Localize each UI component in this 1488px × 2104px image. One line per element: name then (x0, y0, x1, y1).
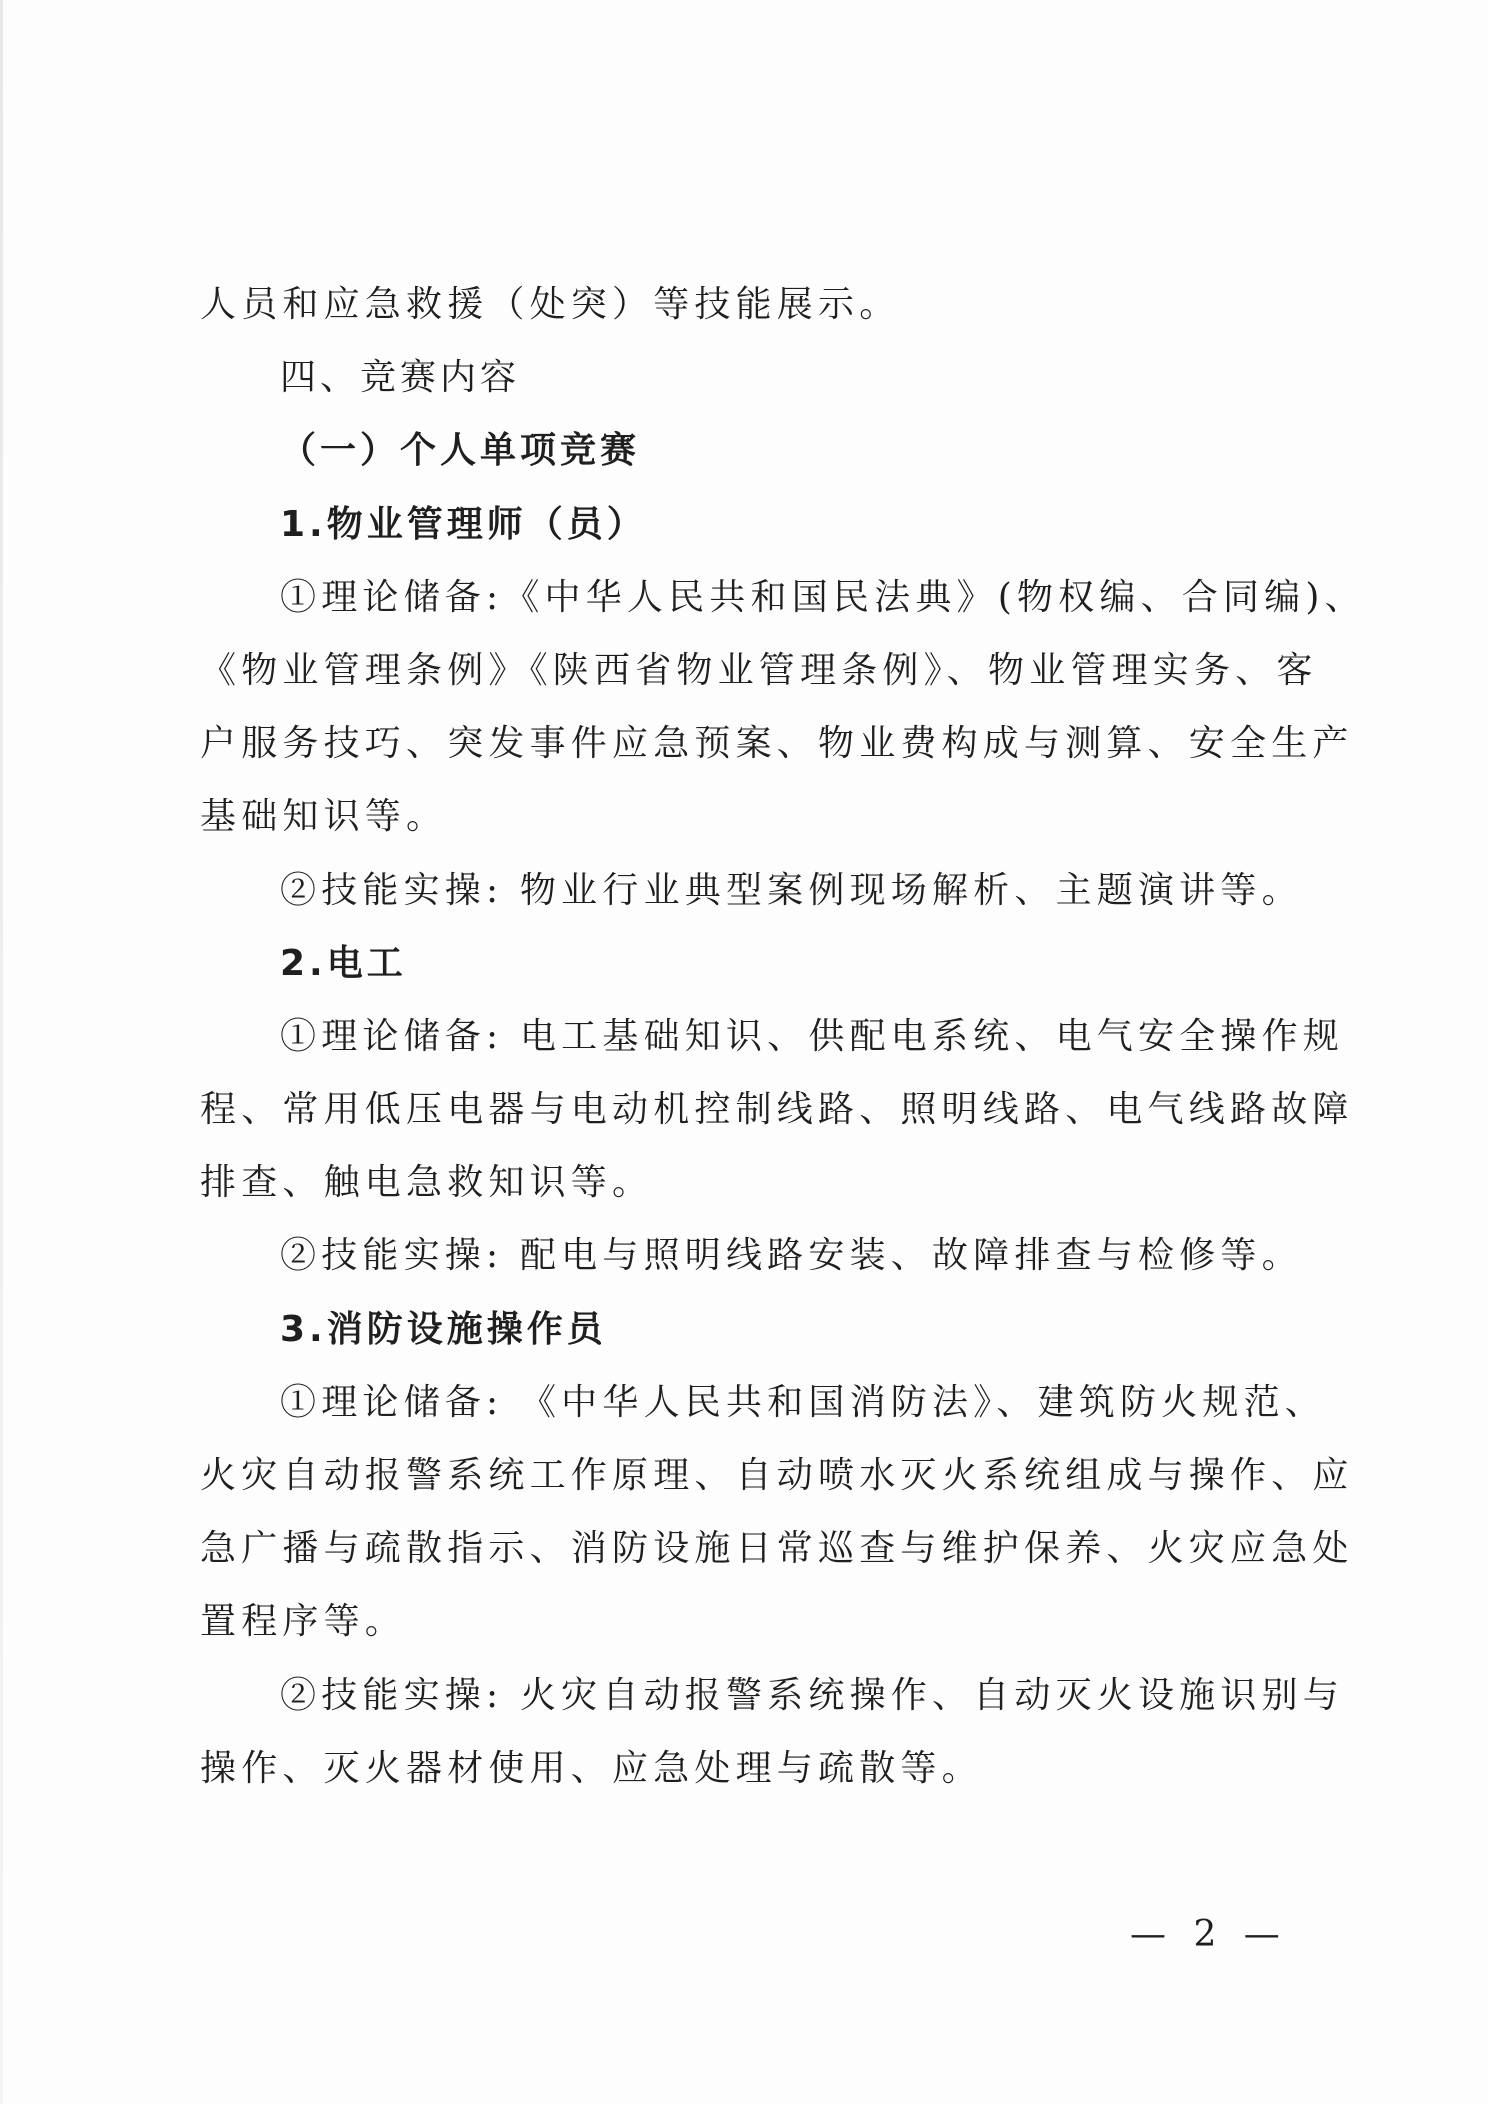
body-line: 户服务技巧、突发事件应急预案、物业费构成与测算、安全生产 (200, 723, 1354, 765)
body-line: ②技能实操: 物业行业典型案例现场解析、主题演讲等。 (280, 869, 1303, 911)
body-line: 操作、灭火器材使用、应急处理与疏散等。 (200, 1747, 983, 1789)
body-line: 置程序等。 (200, 1601, 407, 1643)
body-line: 急广播与疏散指示、消防设施日常巡查与维护保养、火灾应急处 (200, 1528, 1354, 1570)
body-line: ①理论储备:《中华人民共和国民法典》(物权编、合同编)、 (280, 576, 1366, 618)
document-body (200, 268, 1366, 1805)
item-heading-property-manager: 1.物业管理师（员） (280, 503, 647, 545)
subsection-heading-individual: （一）个人单项竞赛 (280, 430, 641, 472)
body-line-continuation: 人员和应急救援（处突）等技能展示。 (200, 284, 901, 325)
body-line: 程、常用低压电器与电动机控制线路、照明线路、电气线路故障 (200, 1089, 1354, 1131)
body-line: ①理论储备: 电工基础知识、供配电系统、电气安全操作规 (280, 1015, 1344, 1057)
body-line: 排查、触电急救知识等。 (200, 1162, 654, 1204)
item-heading-electrician: 2.电工 (280, 942, 407, 984)
item-heading-fire-facility-operator: 3.消防设施操作员 (280, 1308, 607, 1350)
body-line: 火灾自动报警系统工作原理、自动喷水灭火系统组成与操作、应 (200, 1455, 1354, 1496)
section-heading-competition-content: 四、竞赛内容 (280, 357, 521, 399)
body-line: ①理论储备: 《中华人民共和国消防法》、建筑防火规范、 (280, 1381, 1326, 1423)
body-line: 基础知识等。 (200, 796, 448, 838)
page-number: — 2 — (1130, 1914, 1288, 1955)
body-line: 《物业管理条例》《陕西省物业管理条例》、物业管理实务、客 (200, 649, 1318, 691)
body-line: ②技能实操: 火灾自动报警系统操作、自动灭火设施识别与 (280, 1674, 1344, 1716)
body-line: ②技能实操: 配电与照明线路安装、故障排查与检修等。 (280, 1235, 1303, 1277)
